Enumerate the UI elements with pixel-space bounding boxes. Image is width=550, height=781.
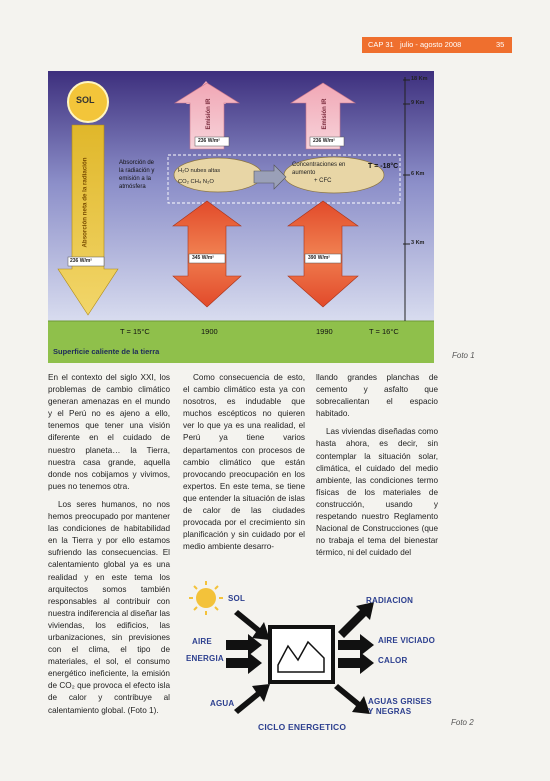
- paragraph: Como consecuencia de esto, el cambio climático esta ya con nosotros, es indudable que muchos escépticos no quieren ver lo que ya es una realidad, el Perú ya tiene varios departamentos con procesos de cambio climático que están provocando preocupación en los expertos. En este tema, se tiene que entender la situación de islas de calor de las ciudades provocada por el crecimiento sin planificación y sin cuidado por el medio ambiente desarro-: [183, 373, 305, 552]
- cloud-1900-text: H₂O nubes altas CO₂ CH₄ N₂O: [178, 168, 221, 185]
- ir-value-1900: 236 W/m²: [198, 138, 220, 144]
- label-aguas-grises: AGUAS GRISES Y NEGRAS: [368, 697, 432, 716]
- caption-foto-1: Foto 1: [452, 351, 475, 360]
- text-column-1: [48, 372, 170, 723]
- page-number: 35: [496, 40, 505, 49]
- year-1900: 1900: [201, 327, 218, 336]
- text-column-3: [316, 372, 438, 565]
- ir-label-1900: Emisión IR: [206, 98, 212, 130]
- label-sol: SOL: [228, 594, 246, 603]
- label-aire-viciado: AIRE VICIADO: [378, 636, 436, 645]
- label-agua: AGUA: [210, 699, 235, 708]
- paragraph: Las viviendas diseñadas como hasta ahora, es decir, sin contemplar la situación solar, climática, el cuidado del medio ambiente, las condiciones termo físicas de los materiales de construcción, usando y respetando nuestro Reglamento Nacional de Construcciones (que no trabaja el tema del bienestar térmico, ni del cuidado del: [316, 427, 438, 558]
- altitude-9km: 9 Km: [411, 100, 425, 106]
- ir-value-1990: 236 W/m²: [313, 138, 335, 144]
- year-1990: 1990: [316, 327, 333, 336]
- energy-cycle-diagram: [178, 580, 438, 737]
- caption-foto-2: Foto 2: [451, 718, 474, 727]
- absorption-label: Absorción neta de la radiación: [81, 157, 89, 248]
- magazine-label: CAP 31: [368, 40, 394, 49]
- atmosphere-text: Absorción de la radiación y emisión a la atmósfera: [119, 160, 155, 190]
- temp-1990: T = 16°C: [369, 327, 399, 336]
- altitude-3km: 3 Km: [411, 240, 425, 246]
- flux-value-1900: 345 W/m²: [192, 255, 214, 261]
- label-aire: AIRE: [192, 637, 212, 646]
- temp-1900: T = 15°C: [120, 327, 150, 336]
- label-radiacion: RADIACION: [366, 596, 414, 605]
- greenhouse-diagram: [48, 71, 434, 363]
- flux-value-1990: 390 W/m²: [308, 255, 330, 261]
- paragraph: En el contexto del siglo XXI, los problemas de cambio climático generan amenazas en el mundo y el Perú no es ajeno a ello, tenemos que tener una visión diferente en el cuidado de nuestro planeta… la Tierra, nuestra casa grande, aquella donde nos cobijamos y vivimos, pues no tenemos otra.: [48, 373, 170, 491]
- text-column-2: [183, 372, 305, 559]
- altitude-18km: 18 Km: [411, 76, 428, 82]
- altitude-6km: 6 Km: [411, 171, 425, 177]
- sun-icon: [189, 581, 223, 615]
- surface-label: Superficie caliente de la tierra: [53, 347, 160, 356]
- page-header: [362, 37, 512, 53]
- paragraph: Los seres humanos, no nos hemos preocupado por mantener las condiciones de habitabilidad en la Tierra y por ello estamos sufriendo las consecuencias. El calentamiento global ya es una realidad y en este tema los arquitectos somos también responsables al contribuir con nuestra indiferencia al diseñar las viviendas, los edificios, las urbanizaciones, sin previsiones con el clima, el tipo de materiales, el sol, el consumo energético ineficiente, la emisión de CO₂ que provoca el efecto isla de calor y contribuye al calentamiento global. (Foto 1).: [48, 499, 170, 715]
- paragraph: llando grandes planchas de cemento y asfalto que sobrecalientan el espacio habitado.: [316, 373, 438, 419]
- label-calor: CALOR: [378, 656, 408, 665]
- temp-high-altitude: T = -18°C: [368, 163, 399, 170]
- issue-date: julio - agosto 2008: [400, 40, 462, 49]
- label-ciclo-energetico: CICLO ENERGETICO: [258, 722, 347, 732]
- cloud-1990-text: Concentraciones en aumento + CFC: [292, 162, 346, 184]
- absorption-value: 236 W/m²: [70, 258, 92, 264]
- label-energia: ENERGIA: [186, 654, 224, 663]
- sun-label: SOL: [76, 95, 95, 105]
- ir-label-1990: Emisión IR: [322, 98, 328, 130]
